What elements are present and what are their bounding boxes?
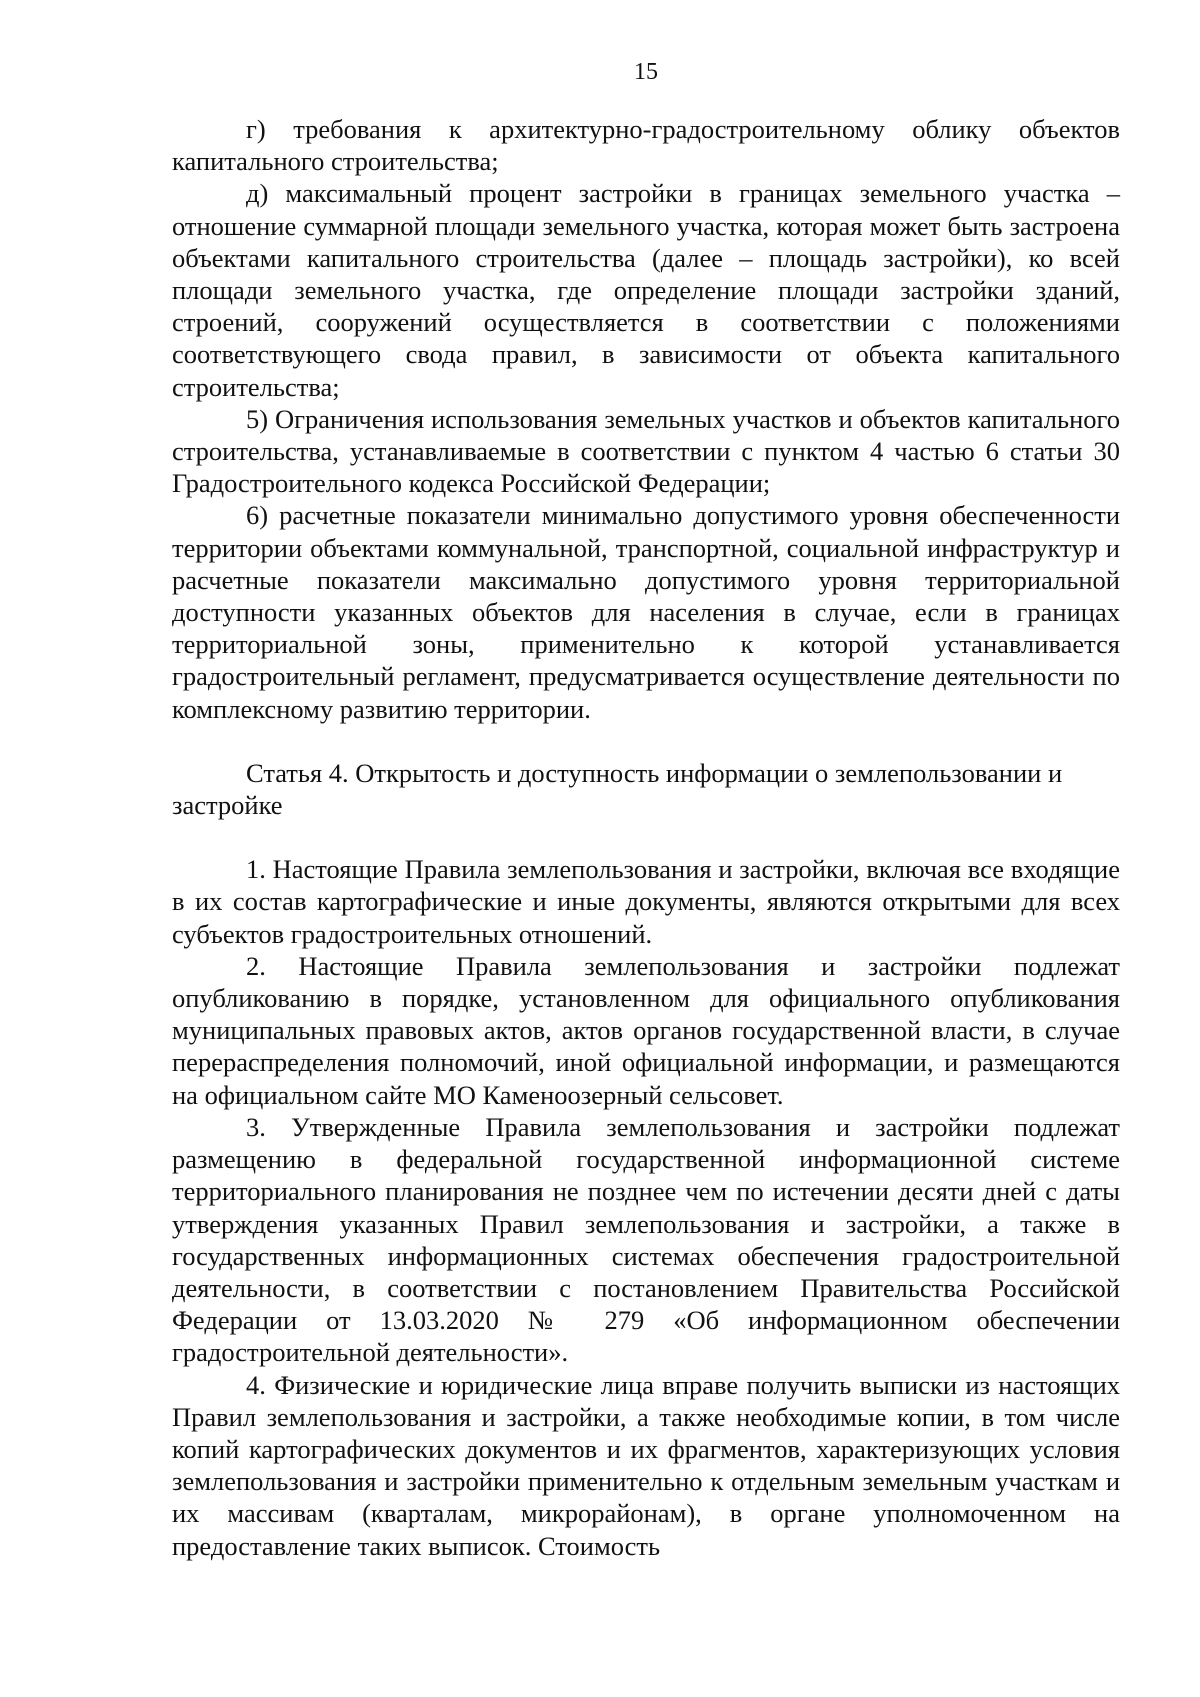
article-paragraph-1: 1. Настоящие Правила землепользования и застройки, включая все входящие в их состав картографические и иные документы, являются открытыми для всех субъектов градостроительных отношений. [172,854,1120,949]
page-number: 15 [634,59,658,85]
article-paragraph-3: 3. Утвержденные Правила землепользования и застройки подлежат размещению в федеральной государственной информационной системе территориального планирования не позднее чем по истечении десяти дней с даты утверждения указанных Правил землепользования и застройки, а также в государственных информационных системах обеспечения градостроительной деятельности, в соответствии с постановлением Правительства Российской Федерации от 13.03.2020 № 279 «Об информационном обеспечении градостроительной деятельности». [172,1111,1120,1368]
article-paragraph-2: 2. Настоящие Правила землепользования и застройки подлежат опубликованию в порядке, установленном для официального опубликования муниципальных правовых актов, актов органов государственной власти, в случае перераспределения полномочий, иной официальной информации, и размещаются на официальном сайте МО Каменоозерный сельсовет. [172,950,1120,1110]
paragraph-item-g: г) требования к архитектурно-градостроительному облику объектов капитального строительства; [172,114,1120,177]
article-heading: Статья 4. Открытость и доступность информации о землепользовании и застройке [172,757,1063,821]
article-paragraph-4: 4. Физические и юридические лица вправе получить выписки из настоящих Правил землепользования и застройки, а также необходимые копии, в том числе копий картографических документов и их фрагментов, характеризующих условия землепользования и застройки применительно к отдельным земельным участкам и их массивам (кварталам, микрорайонам), в органе уполномоченном на предоставление таких выписок. Стоимость [172,1369,1120,1561]
paragraph-item-6: 6) расчетные показатели минимально допустимого уровня обеспеченности территории объектами коммунальной, транспортной, социальной инфраструктур и расчетные показатели максимально допустимого уровня территориальной доступности указанных объектов для населения в случае, если в границах территориальной зоны, применительно к которой устанавливается градостроительный регламент, предусматривается осуществление деятельности по комплексному развитию территории. [172,500,1120,724]
paragraph-item-d: д) максимальный процент застройки в границах земельного участка – отношение суммарной площади земельного участка, которая может быть застроена объектами капитального строительства (далее – площадь застройки), ко всей площади земельного участка, где определение площади застройки зданий, строений, сооружений осуществляется в соответствии с положениями соответствующего свода правил, в зависимости от объекта капитального строительства; [172,178,1120,402]
document-body [172,113,1120,1562]
paragraph-item-5: 5) Ограничения использования земельных участков и объектов капитального строительства, устанавливаемые в соответствии с пунктом 4 частью 6 статьи 30 Градостроительного кодекса Российской Федерации; [172,403,1120,499]
